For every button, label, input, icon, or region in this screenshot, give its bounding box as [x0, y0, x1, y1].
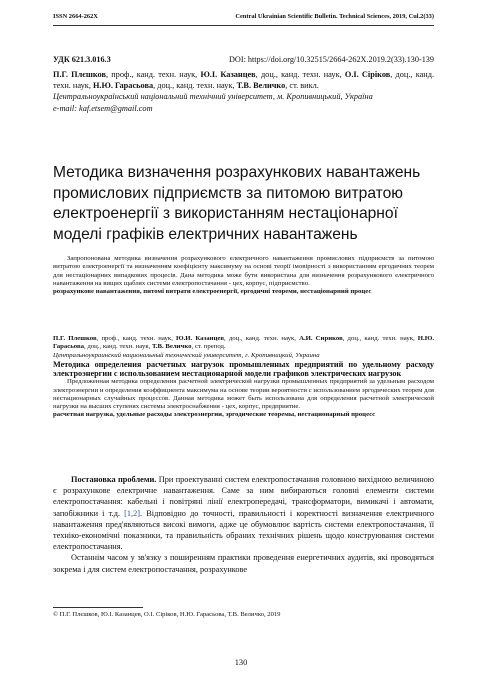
journal-title: Central Ukrainian Scientific Bulletin. Technical Sciences, 2019, Cul.2(33) — [235, 13, 434, 20]
footnote-rule — [53, 607, 143, 608]
abstract-ru-text: Предложенная методика определения расчетной электрической нагрузки промышленных предприятий за удельным расходом электроэнергии и определения коэффициента максимума на основе теории вероятности с использованием эргодических теорем для нестационарных случайных процессов. Данная методика может быть использована для определения расчетной электрической нагрузки на высших ступенях системы электроснабжения - цех, корпус, предприятие. — [53, 378, 434, 411]
author-info: , ст. викл. — [285, 81, 319, 91]
copyright-footnote: © П.Г. Плєшков, Ю.І. Казанцев, О.І. Сіріков, Н.Ю. Гарасьова, Т.В. Величко, 2019 — [53, 611, 281, 618]
author-name: Т.В. Величко — [151, 343, 192, 351]
author-info: , доц., канд. техн. наук, — [342, 335, 418, 342]
author-info: , проф., канд. техн. наук, — [105, 70, 201, 79]
abstract-ru-block — [53, 335, 434, 420]
author-name: О.І. Сіріков — [344, 70, 391, 79]
author-name: Т.В. Величко — [236, 81, 286, 91]
keywords-ua: розрахункове навантаження, питомі витрати електроенергії, ергодичні теореми, нестаціонарний процес — [53, 288, 372, 296]
udc-code: УДК 621.3.016.3 — [53, 55, 111, 64]
body-text: . Відповідно до точності, правильності і коректності визначення електричного навантаження пред'являються високі вимоги, адже це обумовлює вартість системи електропостачання, її техніко-економічні показники, та правильність обраних технічних рішень щодо конструювання системи електропостачання. — [53, 508, 434, 552]
body-paragraph — [53, 474, 434, 552]
reference-link[interactable]: [1,2] — [124, 508, 141, 518]
article-title-ua: Методика визначення розрахункових навантажень промислових підприємств за питомою витратою електроенергії з використанням нестаціонарної моделі графіків електричних навантажень — [53, 164, 421, 243]
author-name: А.И. Сириков — [299, 335, 343, 342]
author-name: П.Г. Плєшков — [53, 70, 106, 79]
author-info: , ст. препод. — [191, 343, 226, 351]
abstract-ua-text: Запропонована методика визначення розрахункового електричного навантаження промислових підприємств за питомою витратою електроенергії та визначенням коефіцієнту максимуму на основі теорії імовірності з використанням ергодичних теорем для нестаціонарних випадкових процесів. Дана методика може бути використана для визначення розрахункового електричного навантаження на вищих щаблях системи електропостачання - цех, корпус, підприємство. — [53, 255, 434, 287]
author-info: , доц., канд. техн. наук, — [53, 70, 435, 91]
author-name: Ю.І. Казанцев — [200, 70, 256, 79]
page-number: 130 — [234, 658, 248, 667]
author-name: П.Г. Плешков — [53, 335, 97, 342]
author-info: , проф., канд. техн. наук, — [96, 335, 177, 342]
body-paragraph: Останнім часом у зв'язку з поширенням практики проведення енергетичних аудитів, які проводяться зокрема і для систем електропостачання, розрахункове — [53, 553, 434, 574]
author-name: Н.Ю. Гарасьова — [53, 335, 435, 351]
author-name: Н.Ю. Гарасьова — [92, 81, 154, 91]
issn: ISSN 2664-262X — [53, 13, 98, 20]
abstract-ua — [53, 255, 434, 296]
authors-ua — [53, 69, 434, 114]
doi-link[interactable]: DOI: https://doi.org/10.32515/2664-262X.2019.2(33).130-139 — [229, 55, 434, 64]
section-lead: Постановка проблеми. — [71, 475, 157, 484]
author-info: , доц., канд. техн. наук, — [255, 70, 345, 79]
article-title-ru: Методика определения расчетных нагрузок промышленных предприятий по удельному расходу электроэнергии с использованием нестационарной модели графиков электрических нагрузок — [53, 359, 434, 379]
author-info: , доц., канд. техн. наук, — [84, 343, 152, 351]
affiliation-ru: Центральноукраинский национальный технический университет, г. Кропивницкий, Украина — [53, 351, 320, 359]
affiliation-ua: Центральноукраїнський національний технічний університет, м. Кропивницький, Україна — [53, 92, 373, 102]
body-text: При проектуванні систем електропостачання головною вихідною величиною є розрахункове електричне навантаження. Саме за ним вибираються головні елементи системи електропостачання: кабельні і повітряні лінії електропередачі, трансформатори, вимикачі і автомати, запобіжники і т.д. — [53, 475, 434, 518]
keywords-ru: расчетная нагрузка, удельные расходы электроэнергии, эргодические теоремы, нестационарный процесс — [53, 411, 376, 419]
author-info: , доц., канд. техн. наук, — [224, 335, 300, 342]
author-name: Ю.И. Казанцев — [176, 335, 225, 342]
authors-ru — [53, 335, 434, 352]
header-rule — [53, 25, 434, 26]
article-body — [53, 474, 434, 575]
author-email[interactable]: e-mail: kaf.etsem@gmail.com — [53, 103, 153, 113]
author-info: , доц., канд. техн. наук, — [153, 81, 237, 91]
